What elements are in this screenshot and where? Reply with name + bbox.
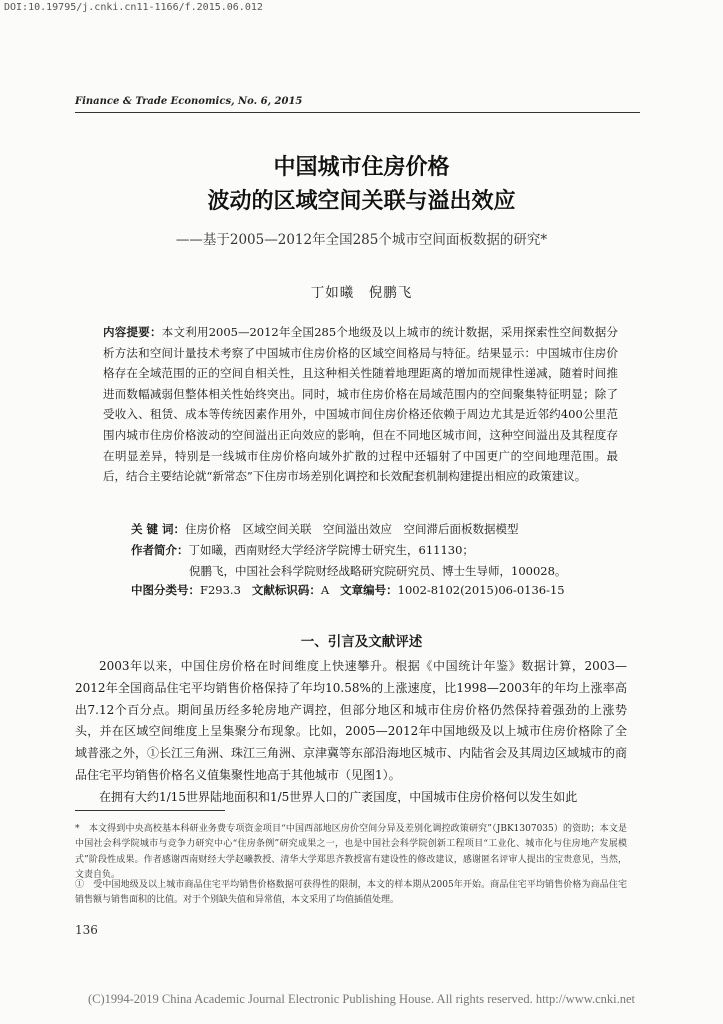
article-number-label: 文章编号： bbox=[340, 583, 398, 597]
title-line-1: 中国城市住房价格 bbox=[273, 155, 450, 180]
copyright-footer: (C)1994-2019 China Academic Journal Electronic Publishing House. All rights reserved. http://www.cnki.net bbox=[87, 992, 635, 1006]
authors: 丁如曦 倪鹏飞 bbox=[310, 285, 413, 301]
title-line-2: 波动的区域空间关联与溢出效应 bbox=[207, 189, 516, 214]
author-info-line-1: 丁如曦，西南财经大学经济学院博士研究生，611130； bbox=[188, 543, 474, 557]
page-number: 136 bbox=[75, 923, 98, 937]
journal-header: Finance & Trade Economics, No. 6, 2015 bbox=[75, 96, 303, 107]
doc-code-label: 文献标识码： bbox=[251, 583, 321, 597]
paragraph-2: 在拥有大约1/15世界陆地面积和1/5世界人口的广袤国度，中国城市住房价格何以发生如此 bbox=[99, 789, 578, 804]
abstract-label: 内容提要： bbox=[103, 325, 162, 339]
classification bbox=[131, 580, 565, 601]
subtitle: ——基于2005—2012年全国285个城市空间面板数据的研究* bbox=[175, 232, 548, 248]
section-heading: 一、引言及文献评述 bbox=[300, 634, 423, 650]
author-info-line-2: 倪鹏飞，中国社会科学院财经战略研究院研究员、博士生导师，100028。 bbox=[189, 564, 567, 578]
keywords-label: 关 键 词： bbox=[131, 522, 186, 536]
abstract-text: 本文利用2005—2012年全国285个地级及以上城市的统计数据，采用探索性空间数据分析方法和空间计量技术考察了中国城市住房价格的区域空间格局与特征。结果显示：中国城市住房价格存在全域范围的正的空间自相关性，且这种相关性随着地理距离的增加而规律性递减，随着时间推进而数幅减弱但整体相关性始终突出。同时，城市住房价格在局域范围内的空间聚集特征明显；除了受收入、租赁、成本等传统因素作用外，中国城市间住房价格还依赖于周边尤其是近邻约400公里范围内城市住房价格波动的空间溢出正向效应的影响，但在不同地区城市间，这种空间溢出及其程度存在明显差异，特别是一线城市住房价格向域外扩散的过程中还辐射了中国更广的空间地理范围。最后，结合主要结论就“新常态”下住房市场差别化调控和长效配套机制构建提出相应的政策建议。 bbox=[103, 325, 618, 484]
article-number-value: 1002-8102(2015)06-0136-15 bbox=[397, 583, 565, 597]
footnote-2: ① 受中国地级及以上城市商品住宅平均销售价格数据可获得性的限制，本文的样本期从2005年开始。商品住宅平均销售价格为商品住宅销售额与销售面积的比值。对于个别缺失值和异常值，本文采用了均值插值处理。 bbox=[75, 880, 627, 906]
keywords-text: 住房价格 区域空间关联 空间溢出效应 空间滞后面板数据模型 bbox=[185, 522, 519, 536]
doc-code-value: A bbox=[320, 583, 330, 597]
footnote-1: * 本文得到中央高校基本科研业务费专项资金项目“中国西部地区房价空间分异及差别化调控政策研究”（JBK1307035）的资助；本文是中国社会科学院城市与竞争力研究中心“住房条例”研究成果之一，也是中国社会科学院创新工程项目“工业化、城市化与住房地产发展模式”阶段性成果。作者感谢西南财经大学赵曦教授、清华大学郑思齐教授富有建设性的修改建议，感谢匿名评审人提出的宝贵意见，当然，文责自负。 bbox=[75, 824, 627, 880]
header-rule bbox=[75, 112, 640, 113]
clc-value: F293.3 bbox=[200, 583, 241, 597]
keywords bbox=[131, 519, 519, 540]
footnote-rule bbox=[75, 810, 225, 811]
paragraph-1: 2003年以来，中国住房价格在时间维度上快速攀升。根据《中国统计年鉴》数据计算，2003—2012年全国商品住宅平均销售价格保持了年均10.58%的上涨速度，比1998—2003年的年均上涨率高出7.12个百分点。期间虽历经多轮房地产调控，但部分地区和城市住房价格仍然保持着强劲的上涨势头，并在区域空间维度上呈集聚分布现象。比如，2005—2012年中国地级及以上城市住房价格除了全域普涨之外，①长江三角洲、珠江三角洲、京津冀等东部沿海地区城市、内陆省会及其周边区域城市的商品住宅平均销售价格名义值集聚性地高于其他城市（见图1）。 bbox=[75, 659, 628, 782]
abstract bbox=[103, 322, 618, 487]
body-text bbox=[75, 656, 627, 809]
author-info-label: 作者简介： bbox=[131, 543, 189, 557]
doi-text: DOI:10.19795/j.cnki.cn11-1166/f.2015.06.012 bbox=[4, 2, 263, 13]
author-info bbox=[131, 540, 474, 561]
clc-label: 中图分类号： bbox=[131, 583, 200, 597]
